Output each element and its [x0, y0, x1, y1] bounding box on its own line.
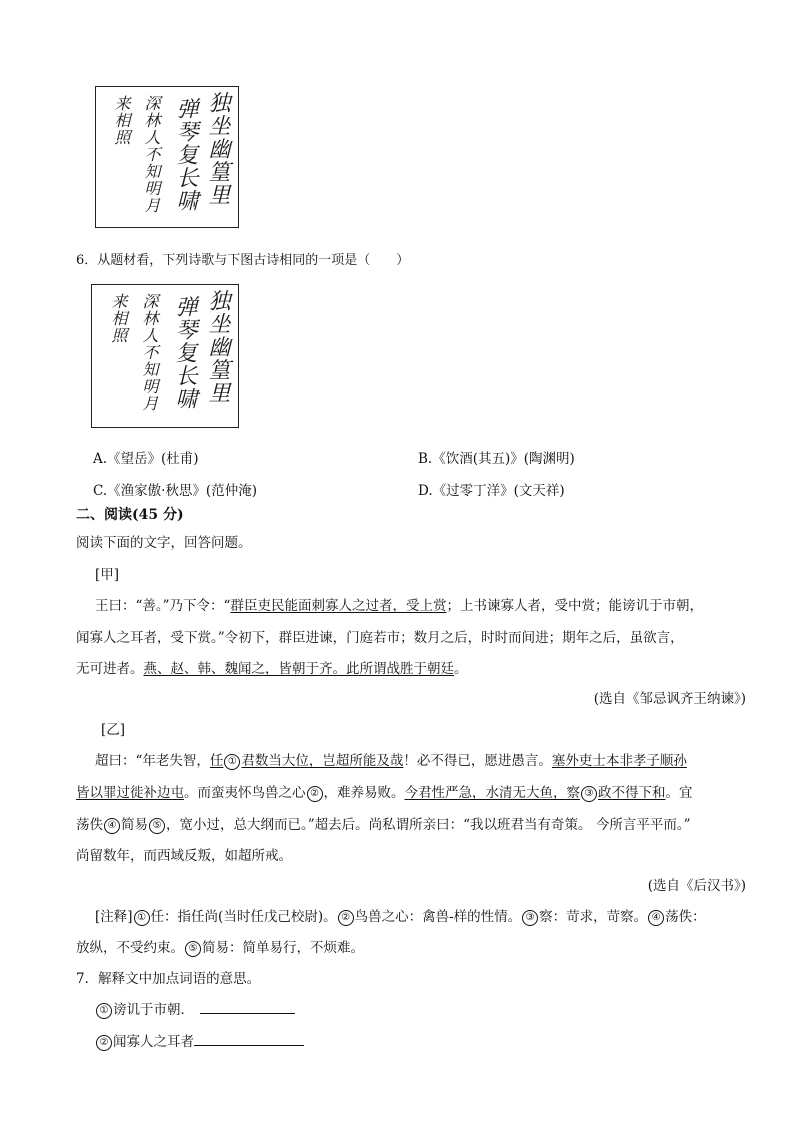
- note-marker-2: ②: [307, 786, 323, 802]
- passage-jia-line-3: 无可进者。燕、赵、韩、魏闻之，皆朝于齐。此所谓战胜于朝廷。: [76, 661, 468, 677]
- question-6-text: 6．从题材看，下列诗歌与下图古诗相同的一项是（ ）: [76, 253, 410, 268]
- question-7-text: 7．解释文中加点词语的意思。: [76, 971, 261, 987]
- calligraphy-col-2: 弹琴复长啸: [172, 295, 197, 410]
- option-b[interactable]: B.《饮酒(其五)》(陶渊明): [418, 451, 575, 467]
- note-num-2: ②: [338, 910, 354, 926]
- section-2-title: 二、阅读(45 分): [76, 507, 184, 523]
- passage-yi-line-1: 超曰：“年老失智，任 ① 君数当大位，岂超所能及哉！必不得已，愿进愚言。塞外吏士本非孝子顺孙: [95, 753, 687, 769]
- section-2-instruction: 阅读下面的文字，回答问题。: [76, 535, 252, 551]
- passage-jia-line-2: 闻寡人之耳者，受下赏。”令初下，群臣进谏，门庭若市；数月之后，时时而间进；期年之后，虽欲言，: [76, 630, 684, 646]
- passage-yi-line-3: 荡佚 ④ 简易 ⑤ ，宽小过，总大纲而已。”超去后。尚私谓所亲曰：“我以班君当有奇策。 今所言平平而。”: [76, 817, 691, 833]
- passage-jia-line-1: 王曰：“善。”乃下令：“群臣吏民能面刺寡人之过者，受上赏；上书谏寡人者，受中赏；能谤讥于市朝，: [95, 598, 703, 614]
- passage-yi-source: (选自《后汉书》): [647, 878, 746, 894]
- question-7-item-1: ① 谤讥于市朝．: [95, 998, 295, 1019]
- calligraphy-col-3: 深林人不知明月: [140, 293, 159, 412]
- note-num-4: ④: [648, 910, 664, 926]
- calligraphy-col-4: 来相照: [112, 95, 131, 146]
- note-num-5: ⑤: [185, 941, 201, 957]
- option-d[interactable]: D.《过零丁洋》(文天祥): [418, 483, 565, 499]
- annotation-line-2: 放纵，不受约束。 ⑤ 简易：简单易行，不烦难。: [76, 940, 364, 956]
- note-marker-4: ④: [104, 818, 120, 834]
- calligraphy-image-bottom: [91, 284, 239, 428]
- calligraphy-col-1: 独坐幽篁里: [205, 289, 230, 404]
- passage-yi-line-2: 皆以罪过徙补边屯。而蛮夷怀鸟兽之心 ② ，难养易败。今君性严急，水清无大鱼，察 ③ 政不得下和。宜: [76, 785, 693, 801]
- calligraphy-col-2: 弹琴复长啸: [173, 97, 198, 212]
- passage-jia-label: [甲]: [95, 567, 120, 583]
- calligraphy-col-4: 来相照: [109, 293, 128, 344]
- passage-yi-label: [乙]: [101, 722, 126, 738]
- note-marker-5: ⑤: [149, 818, 165, 834]
- note-marker-3: ③: [581, 786, 597, 802]
- note-num-3: ③: [522, 910, 538, 926]
- item-num-2: ②: [96, 1035, 112, 1051]
- item-num-1: ①: [96, 1003, 112, 1019]
- option-c[interactable]: C.《渔家傲·秋思》(范仲淹): [93, 483, 257, 499]
- passage-jia-source: (选自《邹忌讽齐王纳谏》): [593, 691, 746, 707]
- answer-blank-2[interactable]: [194, 1033, 304, 1046]
- calligraphy-col-3: 深林人不知明月: [142, 95, 161, 214]
- note-num-1: ①: [134, 910, 150, 926]
- passage-yi-line-4: 尚留数年，而西域反叛，如超所戒。: [76, 848, 292, 864]
- option-a[interactable]: A.《望岳》(杜甫): [93, 451, 199, 467]
- question-7-item-2: ② 闻寡人之耳者: [95, 1030, 304, 1051]
- answer-blank-1[interactable]: [200, 1001, 295, 1014]
- note-marker-1: ①: [224, 754, 240, 770]
- calligraphy-image-top: [95, 86, 239, 228]
- annotation-line-1: [注释] ① 任：指任尚(当时任戊己校尉)。 ② 鸟兽之心：禽兽-样的性情。 ③ 察：苛求，苛察。 ④ 荡佚：: [95, 909, 706, 925]
- calligraphy-col-1: 独坐幽篁里: [205, 91, 230, 206]
